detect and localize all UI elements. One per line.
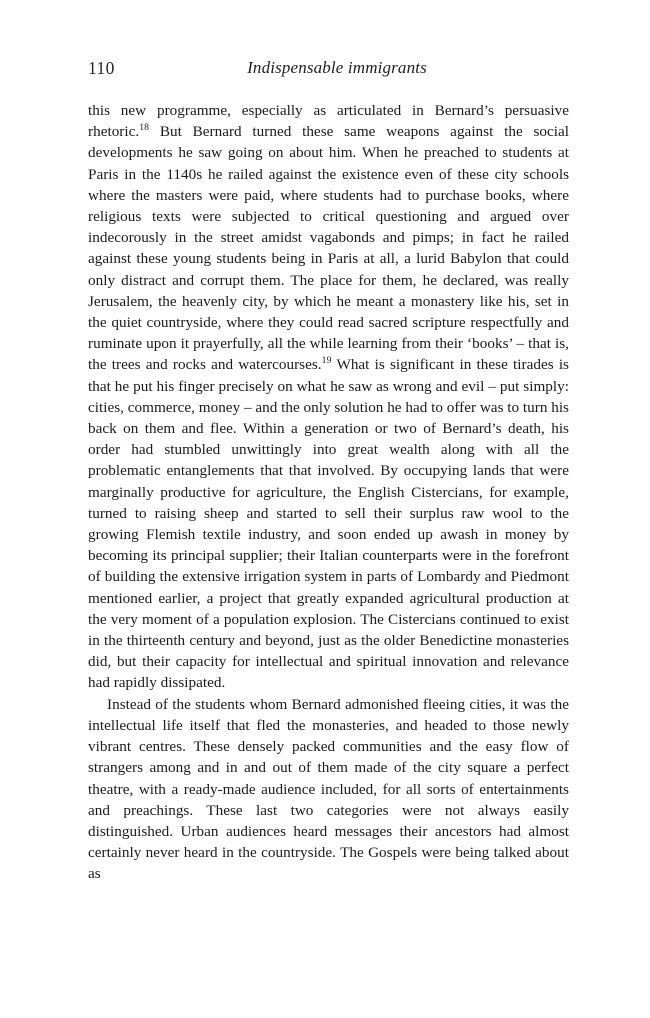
running-head [88, 58, 568, 84]
paragraph: this new programme, especially as articulated in Bernard’s persuasive rhetoric.$^{18}$ But Bernard turned these same weapons against the social developments he saw going on about him. When he preached to students at Paris in the 1140s he railed against the existence even of these city schools where the masters were paid, where students had to purchase books, where religious texts were subjected to critical questioning and argued over indecorously in the street amidst vagabonds and pimps; in fact he railed against these young students being in Paris at all, a lurid Babylon that could only distract and corrupt them. The place for them, he declared, was really Jerusalem, the heavenly city, by which he meant a monastery like his, set in the quiet countryside, where they could read sacred scripture respectfully and ruminate upon it prayerfully, all the while learning from their ‘books’ – that is, the trees and rocks and watercourses.$^{19}$ What is significant in these tirades is that he put his finger precisely on what he saw as wrong and evil – put simply: cities, commerce, money – and the only solution he had to offer was to turn his back on them and flee. Within a generation or two of Bernard’s death, his order had stumbled unwittingly into great wealth along with all the problematic entanglements that that involved. By occupying lands that were marginally productive for agriculture, the English Cistercians, for example, turned to raising sheep and started to sell their surplus raw wool to the growing Flemish textile industry, and soon ended up awash in money by becoming its principal supplier; their Italian counterparts were in the forefront of building the extensive irrigation system in parts of Lombardy and Piedmont mentioned earlier, a project that greatly expanded agricultural production at the very moment of a population explosion. The Cistercians continued to exist in the thirteenth century and beyond, just as the older Benedictine monasteries did, but their capacity for intellectual and spiritual innovation and relevance had rapidly dissipated. [88, 102, 569, 692]
page-number: 110 [88, 58, 115, 78]
footnote-marker[interactable]: 19 [321, 355, 332, 367]
body-text-block [88, 100, 569, 885]
paragraph: Instead of the students whom Bernard admonished fleeing cities, it was the intellectual life itself that fled the monasteries, and headed to those newly vibrant centres. These densely packed communities and the easy flow of strangers among and in and out of them made of the city square a perfect theatre, with a ready-made audience included, for all sorts of entertainments and preachings. These last two categories were not always easily distinguished. Urban audiences heard messages their ancestors had almost certainly never heard in the countryside. The Gospels were being talked about as [88, 695, 569, 883]
running-head-title: Indispensable immigrants [247, 58, 427, 77]
footnote-marker[interactable]: 18 [139, 122, 150, 134]
